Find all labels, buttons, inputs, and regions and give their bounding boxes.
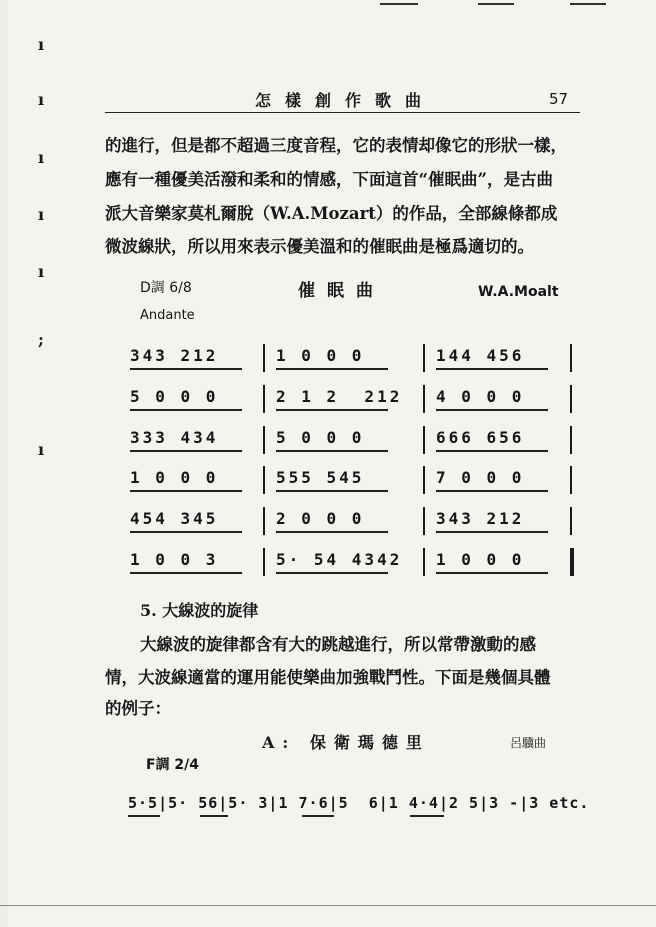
score-measure: 7 0 0 0 bbox=[436, 468, 525, 487]
score-measure: 1 0 0 0 bbox=[130, 468, 219, 487]
top-rule bbox=[478, 3, 514, 5]
barline bbox=[423, 344, 425, 372]
song-composer: W.A.Moalt bbox=[478, 284, 559, 300]
underline bbox=[410, 815, 444, 817]
score-row bbox=[118, 464, 578, 494]
binding-mark: ı bbox=[38, 262, 45, 281]
barline bbox=[423, 426, 425, 454]
measure-underline bbox=[436, 572, 548, 574]
top-rule bbox=[380, 3, 418, 5]
barline bbox=[570, 548, 574, 576]
score-row bbox=[118, 505, 578, 535]
measure-underline bbox=[276, 450, 388, 452]
barline bbox=[423, 466, 425, 494]
score-measure: 5 0 0 0 bbox=[130, 387, 219, 406]
running-title: 怎樣創作歌曲 bbox=[255, 91, 436, 110]
measure-underline bbox=[130, 572, 242, 574]
score-measure: 555 545 bbox=[276, 468, 365, 487]
paragraph-line: 的例子： bbox=[105, 699, 171, 718]
barline bbox=[423, 548, 425, 576]
measure-underline bbox=[436, 409, 548, 411]
score-row bbox=[118, 383, 578, 413]
underline bbox=[128, 815, 160, 817]
barline bbox=[570, 344, 572, 372]
paragraph-line: 的進行，但是都不超過三度音程，它的表情却像它的形狀一樣， bbox=[105, 136, 567, 155]
measure-underline bbox=[436, 368, 548, 370]
example-title: A: 保衛瑪德里 bbox=[262, 733, 430, 752]
top-rule bbox=[570, 3, 606, 5]
page-edge bbox=[0, 0, 8, 927]
measure-underline bbox=[276, 368, 388, 370]
score-row bbox=[118, 424, 578, 454]
measure-underline bbox=[130, 450, 242, 452]
binding-mark: ı bbox=[38, 440, 45, 459]
barline bbox=[570, 466, 572, 494]
barline bbox=[263, 507, 265, 535]
barline bbox=[263, 344, 265, 372]
barline bbox=[263, 548, 265, 576]
barline bbox=[423, 385, 425, 413]
page-number: 57 bbox=[549, 90, 569, 108]
barline bbox=[263, 385, 265, 413]
score-measure: 4 0 0 0 bbox=[436, 387, 525, 406]
score-measure: 454 345 bbox=[130, 509, 219, 528]
section-heading: 5. 大線波的旋律 bbox=[140, 601, 259, 620]
score-measure: 5 0 0 0 bbox=[276, 428, 365, 447]
score-measure: 5· 54 4342 bbox=[276, 550, 403, 569]
binding-mark: ı bbox=[38, 148, 45, 167]
score-measure: 1 0 0 0 bbox=[436, 550, 525, 569]
underline bbox=[200, 815, 228, 817]
barline bbox=[423, 507, 425, 535]
barline bbox=[570, 385, 572, 413]
example-notation: 5·5|5· 56|5· 3|1 7·6|5 6|1 4·4|2 5|3 -|3 etc. bbox=[128, 794, 590, 812]
barline bbox=[263, 466, 265, 494]
example-composer: 呂驥曲 bbox=[510, 736, 547, 750]
song-title: 催眠曲 bbox=[298, 281, 385, 301]
measure-underline bbox=[276, 572, 388, 574]
paragraph-line: 大線波的旋律都含有大的跳越進行，所以常帶激動的感 bbox=[140, 635, 536, 654]
example-key-time: F調 2/4 bbox=[146, 757, 200, 773]
measure-underline bbox=[436, 531, 548, 533]
paragraph-line: 應有一種優美活潑和柔和的情感，下面這首“催眠曲”，是古曲 bbox=[105, 170, 553, 189]
binding-mark: ı bbox=[38, 90, 45, 109]
measure-underline bbox=[276, 409, 388, 411]
measure-underline bbox=[130, 490, 242, 492]
paragraph-line: 微波線狀，所以用來表示優美溫和的催眠曲是極爲適切的。 bbox=[105, 237, 534, 256]
page-bottom-edge bbox=[0, 905, 656, 906]
measure-underline bbox=[130, 409, 242, 411]
binding-mark: ; bbox=[38, 330, 44, 349]
barline bbox=[570, 507, 572, 535]
score-measure: 2 0 0 0 bbox=[276, 509, 365, 528]
score-row bbox=[118, 342, 578, 372]
measure-underline bbox=[276, 490, 388, 492]
score-measure: 1 0 0 0 bbox=[276, 346, 365, 365]
song-key-time: D調 6/8 bbox=[140, 280, 192, 296]
measure-underline bbox=[130, 368, 242, 370]
score-row bbox=[118, 546, 578, 576]
paragraph-line: 情，大波線適當的運用能使樂曲加強戰鬥性。下面是幾個具體 bbox=[105, 668, 551, 687]
score-measure: 144 456 bbox=[436, 346, 525, 365]
score-measure: 333 434 bbox=[130, 428, 219, 447]
header-rule bbox=[105, 112, 580, 113]
binding-mark: ı bbox=[38, 205, 45, 224]
paragraph-line: 派大音樂家莫札爾脫（W.A.Mozart）的作品，全部線條都成 bbox=[105, 204, 558, 223]
score-measure: 1 0 0 3 bbox=[130, 550, 219, 569]
score-measure: 343 212 bbox=[436, 509, 525, 528]
score-measure: 666 656 bbox=[436, 428, 525, 447]
barline bbox=[570, 426, 572, 454]
measure-underline bbox=[130, 531, 242, 533]
binding-mark: ı bbox=[38, 35, 45, 54]
barline bbox=[263, 426, 265, 454]
measure-underline bbox=[276, 531, 388, 533]
measure-underline bbox=[436, 490, 548, 492]
score-measure: 343 212 bbox=[130, 346, 219, 365]
measure-underline bbox=[436, 450, 548, 452]
underline bbox=[302, 815, 334, 817]
score-measure: 2 1 2 212 bbox=[276, 387, 403, 406]
song-tempo: Andante bbox=[140, 308, 195, 323]
